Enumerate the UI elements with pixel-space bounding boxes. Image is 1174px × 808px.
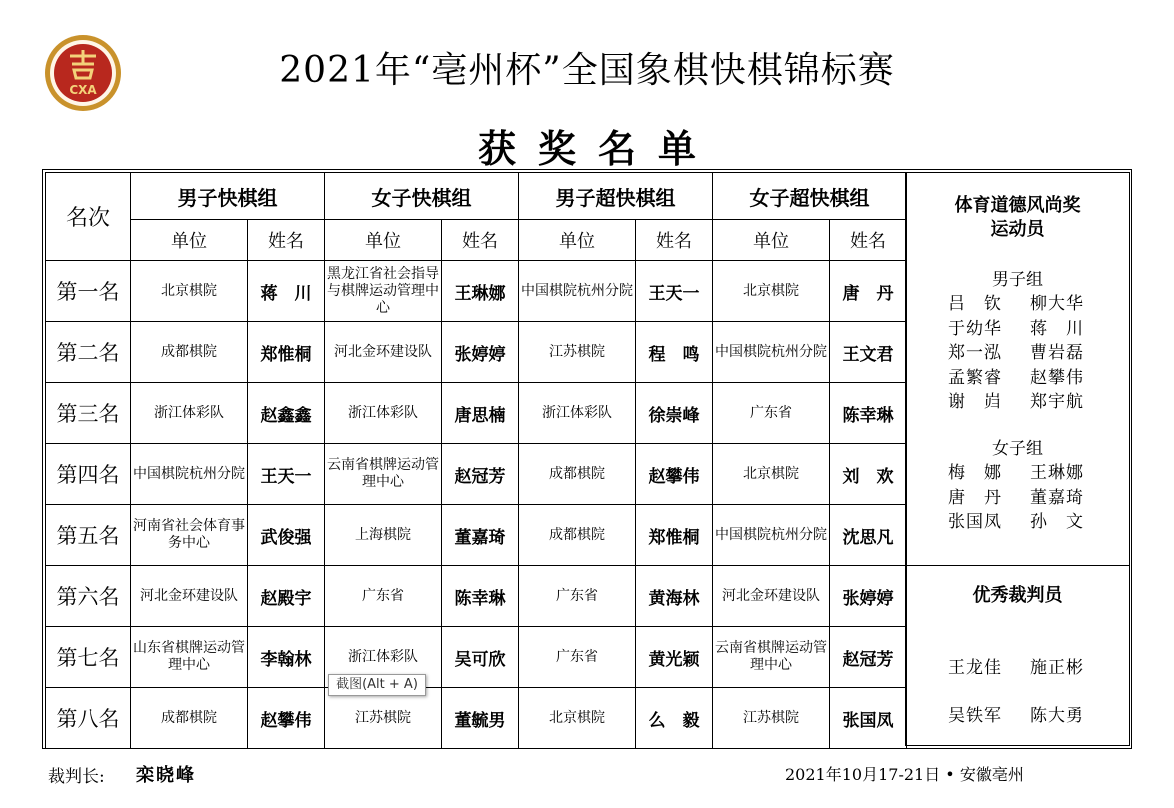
unit-cell: 浙江体彩队 [519,383,636,444]
chief-referee-name: 栾晓峰 [136,765,196,786]
date-place: 2021年10月17-21日 • 安徽亳州 [785,765,1024,784]
name-cell: 蒋 川 [248,261,325,322]
name-cell: 王琳娜 [442,261,519,322]
unit-cell: 浙江体彩队 [325,627,442,688]
unit-cell: 河北金环建设队 [325,322,442,383]
name-cell: 么 毅 [636,688,713,749]
name-cell: 陈幸琳 [442,566,519,627]
referee-name: 施正彬 [1030,658,1084,678]
unit-cell: 江苏棋院 [713,688,830,749]
name-cell: 王文君 [830,322,907,383]
name-cell: 赵冠芳 [442,444,519,505]
referee-name: 吴铁军 [948,706,1002,726]
unit-cell: 北京棋院 [713,444,830,505]
male-athlete-name: 于幼华 [948,318,1002,339]
name-cell: 徐崇峰 [636,383,713,444]
table-row [46,322,907,383]
name-cell: 程 鸣 [636,322,713,383]
awards-table [45,172,907,749]
rank-cell: 第二名 [46,322,131,383]
male-athlete-name: 吕 钦 [948,294,1002,314]
referee-name: 王龙佳 [948,658,1002,678]
name-cell: 赵冠芳 [830,627,907,688]
name-header: 姓名 [248,220,325,261]
chief-referee-label: 裁判长: [48,767,105,787]
unit-cell: 山东省棋牌运动管理中心 [131,627,248,688]
unit-cell: 江苏棋院 [325,688,442,749]
rank-cell: 第七名 [46,627,131,688]
unit-cell: 中国棋院杭州分院 [713,322,830,383]
name-cell: 郑惟桐 [248,322,325,383]
rank-cell: 第六名 [46,566,131,627]
name-cell: 吴可欣 [442,627,519,688]
unit-cell: 广东省 [519,566,636,627]
table-row [46,261,907,322]
unit-cell: 河南省社会体育事务中心 [131,505,248,566]
unit-cell: 浙江体彩队 [131,383,248,444]
unit-cell: 中国棋院杭州分院 [519,261,636,322]
name-cell: 董毓男 [442,688,519,749]
male-athlete-name: 谢 岿 [948,392,1002,412]
name-cell: 沈思凡 [830,505,907,566]
sportsmanship-title: 体育道德风尚奖 [954,195,1081,216]
name-cell: 赵攀伟 [636,444,713,505]
unit-cell: 北京棋院 [131,261,248,322]
male-athlete-name: 郑宇航 [1030,392,1084,412]
female-athlete-name: 张国凤 [948,512,1002,532]
unit-header: 单位 [713,220,830,261]
female-athlete-name: 梅 娜 [948,463,1002,483]
unit-header: 单位 [325,220,442,261]
table-row [46,505,907,566]
group-header: 男子快棋组 [131,173,325,220]
page-subtitle: 获奖名单 [477,126,718,171]
unit-cell: 浙江体彩队 [325,383,442,444]
group-header: 女子快棋组 [325,173,519,220]
rank-cell: 第一名 [46,261,131,322]
name-cell: 张婷婷 [442,322,519,383]
male-athlete-name: 郑一泓 [948,343,1002,363]
unit-cell: 北京棋院 [519,688,636,749]
rank-cell: 第五名 [46,505,131,566]
unit-cell: 成都棋院 [519,505,636,566]
name-cell: 董嘉琦 [442,505,519,566]
table-row [46,688,907,749]
name-header: 姓名 [830,220,907,261]
group-header: 女子超快棋组 [713,173,907,220]
male-athlete-name: 曹岩磊 [1030,343,1084,363]
female-athlete-name: 孙 文 [1030,512,1084,532]
name-cell: 赵殿宇 [248,566,325,627]
referee-name: 陈大勇 [1030,706,1084,726]
name-cell: 黄海林 [636,566,713,627]
name-cell: 武俊强 [248,505,325,566]
unit-cell: 江苏棋院 [519,322,636,383]
unit-cell: 河北金环建设队 [131,566,248,627]
unit-cell: 中国棋院杭州分院 [713,505,830,566]
unit-cell: 上海棋院 [325,505,442,566]
name-cell: 李翰林 [248,627,325,688]
unit-cell: 广东省 [713,383,830,444]
rank-cell: 第三名 [46,383,131,444]
unit-cell: 成都棋院 [131,688,248,749]
name-cell: 张国凤 [830,688,907,749]
unit-cell: 黑龙江省社会指导与棋牌运动管理中心 [325,261,442,322]
name-cell: 赵攀伟 [248,688,325,749]
svg-text:CXA: CXA [69,83,97,97]
table-row [46,627,907,688]
male-athlete-name: 孟繁睿 [948,367,1002,388]
group-header: 男子超快棋组 [519,173,713,220]
panel-divider [906,565,1129,566]
female-athlete-name: 王琳娜 [1030,463,1084,483]
name-cell: 郑惟桐 [636,505,713,566]
male-athlete-name: 蒋 川 [1030,318,1084,339]
table-row [46,444,907,505]
table-row [46,566,907,627]
sportsmanship-panel [905,172,1130,746]
unit-cell: 云南省棋牌运动管理中心 [713,627,830,688]
unit-cell: 北京棋院 [713,261,830,322]
name-cell: 唐思楠 [442,383,519,444]
name-header: 姓名 [636,220,713,261]
unit-cell: 成都棋院 [519,444,636,505]
male-athlete-name: 柳大华 [1030,294,1084,314]
name-cell: 刘 欢 [830,444,907,505]
table-row [46,383,907,444]
name-cell: 陈幸琳 [830,383,907,444]
unit-cell: 成都棋院 [131,322,248,383]
male-athlete-name: 赵攀伟 [1030,367,1084,388]
name-cell: 赵鑫鑫 [248,383,325,444]
unit-header: 单位 [519,220,636,261]
name-cell: 王天一 [636,261,713,322]
rank-header: 名次 [46,173,131,261]
rank-cell: 第八名 [46,688,131,749]
sportsmanship-subtitle: 运动员 [990,219,1045,240]
female-athlete-name: 董嘉琦 [1030,487,1084,508]
referee-title: 优秀裁判员 [972,585,1063,606]
unit-cell: 广东省 [325,566,442,627]
name-cell: 黄光颖 [636,627,713,688]
unit-cell: 广东省 [519,627,636,688]
name-cell: 唐 丹 [830,261,907,322]
unit-header: 单位 [131,220,248,261]
male-group-label: 男子组 [992,270,1043,290]
female-group-label: 女子组 [992,439,1043,459]
female-athlete-name: 唐 丹 [948,487,1002,508]
name-cell: 王天一 [248,444,325,505]
rank-cell: 第四名 [46,444,131,505]
page-title: 2021年“亳州杯”全国象棋快棋锦标赛 [279,50,895,91]
name-cell: 张婷婷 [830,566,907,627]
name-header: 姓名 [442,220,519,261]
unit-cell: 云南省棋牌运动管理中心 [325,444,442,505]
unit-cell: 河北金环建设队 [713,566,830,627]
screenshot-tooltip: 截图(Alt + A) [328,674,426,696]
unit-cell: 中国棋院杭州分院 [131,444,248,505]
